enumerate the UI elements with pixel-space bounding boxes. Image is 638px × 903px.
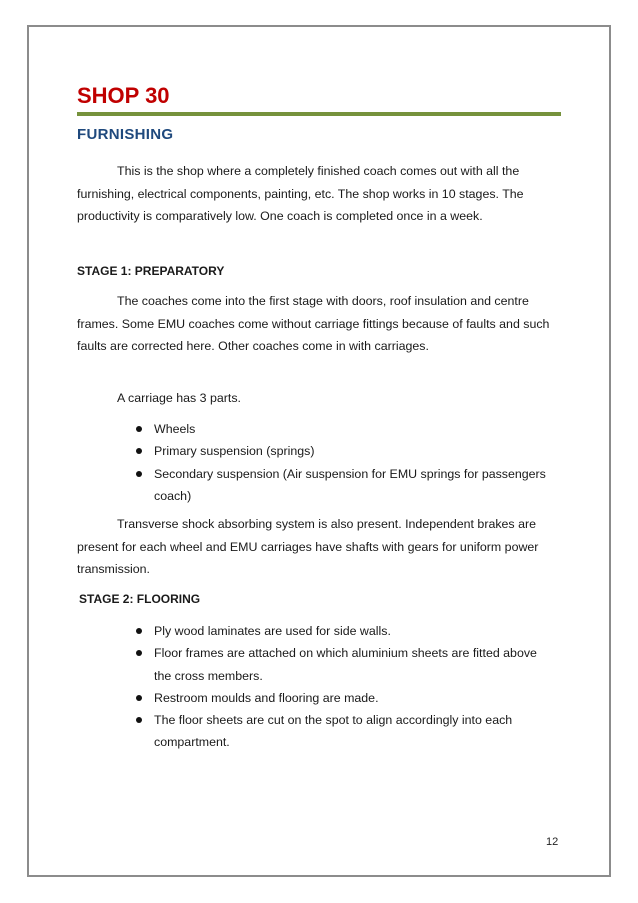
list-item: [135, 620, 555, 642]
title-divider: [77, 112, 561, 116]
carriage-intro: A carriage has 3 parts.: [117, 391, 241, 405]
list-item: [135, 687, 555, 709]
bullet-icon: [136, 426, 142, 432]
bullet-icon: [136, 628, 142, 634]
bullet-icon: [136, 717, 142, 723]
flooring-list: [135, 620, 555, 754]
list-item-text: Floor frames are attached on which aluminium sheets are fitted above the cross members.: [154, 646, 537, 683]
list-item-text: Secondary suspension (Air suspension for EMU springs for passengers coach): [154, 466, 546, 503]
intro-paragraph: This is the shop where a completely finished coach comes out with all the furnishing, electrical components, painting, etc. The shop works in 10 stages. The productivity is comparatively low. One coach is completed once in a week.: [77, 164, 524, 223]
bullet-icon: [136, 650, 142, 656]
page-content: [77, 82, 559, 750]
page-number: 12: [546, 836, 559, 848]
stage1-closing-paragraph: Transverse shock absorbing system is also present. Independent brakes are present for each wheel and EMU carriages have shafts with gears for uniform power transmission.: [77, 517, 539, 576]
list-item-text: Restroom moulds and flooring are made.: [154, 690, 379, 705]
section-heading: FURNISHING: [77, 126, 174, 143]
list-item-text: The floor sheets are cut on the spot to align accordingly into each compartment.: [154, 713, 513, 750]
carriage-parts-list: [135, 418, 555, 507]
bullet-icon: [136, 695, 142, 701]
list-item-text: Ply wood laminates are used for side walls.: [154, 624, 391, 638]
stage1-paragraph: The coaches come into the first stage with doors, roof insulation and centre frames. Some EMU coaches come without carriage fittings because of faults and such faults are corrected here. Other coaches come in with carriages.: [77, 294, 550, 353]
list-item: [135, 463, 555, 508]
stage1-heading: STAGE 1: PREPARATORY: [77, 264, 225, 278]
stage2-heading: STAGE 2: FLOORING: [79, 592, 201, 606]
list-item: [135, 709, 555, 754]
list-item-text: Primary suspension (springs): [154, 444, 315, 459]
bullet-icon: [136, 471, 142, 477]
bullet-icon: [136, 448, 142, 454]
list-item: [135, 418, 555, 440]
page-title: SHOP 30: [77, 83, 170, 108]
list-item-text: Wheels: [154, 422, 196, 436]
list-item: [135, 642, 555, 687]
list-item: [135, 440, 555, 462]
